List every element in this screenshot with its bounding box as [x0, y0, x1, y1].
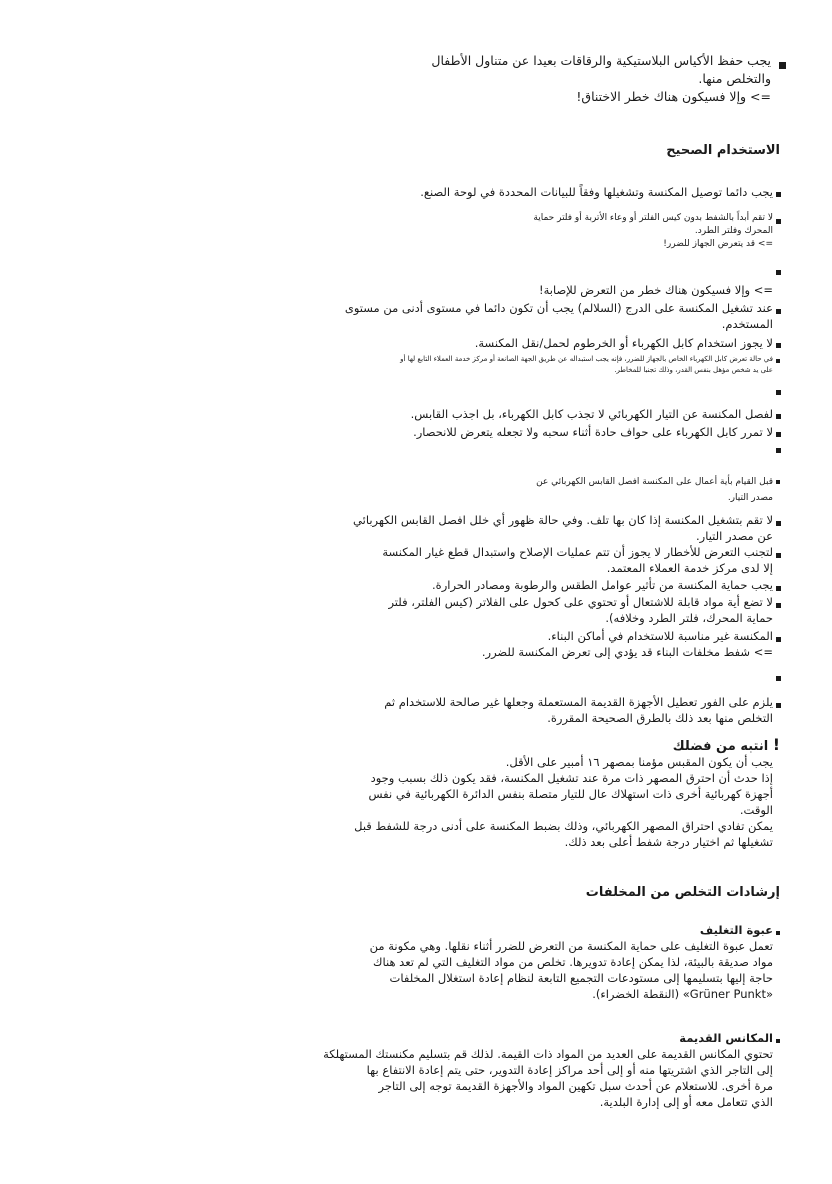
list-item [388, 594, 773, 626]
list-item [482, 628, 773, 660]
text-line: يجب حفظ الأكياس البلاستيكية والرقاقات بعيدا عن متناول الأطفال [431, 53, 771, 68]
list-item [533, 212, 773, 251]
exclamation-icon: ! [772, 735, 780, 754]
bullet-icon [776, 603, 781, 608]
bullet-icon [776, 448, 781, 453]
text-line: لا تقم بتشغيل المكنسة إذا كان بها تلف. وفي حالة ظهور أي خلل افصل القابس الكهربائي [353, 513, 773, 527]
attention-heading-row [673, 736, 780, 756]
bullet-icon [776, 931, 780, 935]
list-item [432, 577, 773, 593]
bullet-icon [776, 703, 781, 708]
warning-text: => قد يتعرض الجهاز للضرر! [663, 239, 773, 249]
text-line: «Grüner Punkt» (النقطة الخضراء). [592, 987, 773, 1001]
text-line: مرة أخرى. للاستعلام عن أحدث سبل تكهين المواد والأجهزة القديمة توجه إلى التاجر [378, 1079, 773, 1093]
list-item [536, 474, 773, 506]
text-line: مواد صديقة بالبيئة، لذا يمكن إعادة تدويرها. تخلص من مواد التغليف التي لم تعد هناك [373, 955, 773, 969]
list-item [384, 694, 773, 726]
bullet-icon [776, 414, 781, 419]
bullet-icon [776, 553, 781, 558]
text-line: مصدر التيار. [727, 493, 773, 503]
text-line: تعمل عبوة التغليف على حماية المكنسة من التعرض للضرر أثناء نقلها. وهي مكونة من [369, 939, 773, 953]
list-item [411, 406, 773, 422]
text-line: لتجنب التعرض للأخطار لا يجوز أن تتم عمليات الإصلاح واستبدال قطع غيار المكنسة [382, 545, 773, 559]
bullet-icon [779, 62, 786, 69]
text-line: المكنسة غير مناسبة للاستخدام في أماكن البناء. [547, 629, 773, 643]
text-line: والتخلص منها. [698, 71, 771, 86]
text-line: يلزم على الفور تعطيل الأجهزة القديمة المستعملة وجعلها غير صالحة للاستخدام ثم [384, 695, 773, 709]
attention-heading: انتبه من فضلك [672, 739, 769, 754]
text-line: التخلص منها بعد ذلك بالطرق الصحيحة المقررة. [547, 711, 773, 725]
list-item [475, 335, 773, 351]
bullet-icon [776, 309, 781, 314]
bullet-icon [776, 432, 781, 437]
list-item [382, 544, 773, 576]
disposal-section-old-appliances [323, 1030, 773, 1110]
text-line: المحرك وفلتر الطرد. [694, 226, 773, 236]
section-heading-disposal: إرشادات التخلص من المخلفات [585, 885, 780, 900]
text-line: أجهزة كهربائية أخرى ذات استهلاك عال للتيار متصلة بنفس الدائرة الكهربائية في نفس [368, 787, 773, 801]
list-item [400, 354, 773, 376]
text-line: في حالة تعرض كابل الكهرباء الخاص بالجهاز للضرر، فإنه يجب استبداله عن طريق الجهة الصانعة أو مركز خدمة العملاء التابع لها أو [400, 355, 773, 363]
bullet-icon [776, 480, 780, 484]
bullet-icon [776, 270, 781, 275]
list-item [345, 300, 773, 332]
list-item [413, 424, 773, 440]
bullet-icon [776, 676, 781, 681]
text-line: عند تشغيل المكنسة على الدرج (السلالم) يجب أن تكون دائما في مستوى أدنى من مستوى [344, 301, 773, 315]
subsection-title: عبوة التغليف [699, 923, 773, 937]
text-line: لفصل المكنسة عن التيار الكهربائي لا تجذب كابل الكهرباء، بل اجذب القابس. [410, 407, 773, 421]
list-item [353, 512, 773, 544]
text-line: يجب أن يكون المقبس مؤمنا بمصهر ١٦ أمبير على الأقل. [505, 755, 773, 769]
bullet-icon [776, 192, 781, 197]
bullet-icon [776, 521, 781, 526]
bullet-icon [776, 637, 781, 642]
text-line: المستخدم. [721, 317, 773, 331]
text-line: إلى التاجر الذي اشتريتها منه أو إلى أحد مراكز إعادة التدوير، حتى يتم إعادة الانتفاع بها [366, 1063, 773, 1077]
warning-text: => وإلا فسيكون هناك خطر الاختناق! [576, 89, 771, 104]
subsection-title: المكانس القديمة [679, 1031, 773, 1045]
text-line: حاجة إليها بتسليمها إلى مستودعات التجميع التابعة لنظام إعادة استغلال المخلفات [389, 971, 773, 985]
text-line: إلا لدى مركز خدمة العملاء المعتمد. [606, 561, 773, 575]
text-line: لا تضع أية مواد قابلة للاشتعال أو تحتوي على كحول على الفلاتر (كيس الفلتر، فلتر [388, 595, 773, 609]
text-line: يجب دائما توصيل المكنسة وتشغيلها وفقاً للبيانات المحددة في لوحة الصنع. [420, 185, 773, 199]
text-line: يمكن تفادي احتراق المصهر الكهربائي، وذلك بضبط المكنسة على أدنى درجة للشفط قبل [354, 819, 773, 833]
text-line: حماية المحرك، فلتر الطرد وخلافه). [605, 611, 773, 625]
text-line: الوقت. [739, 803, 773, 817]
text-line: تحتوي المكانس القديمة على العديد من المواد ذات القيمة. لذلك قم بتسليم مكنستك المستهلكة [323, 1047, 773, 1061]
text-line: عن مصدر التيار. [695, 529, 773, 543]
warning-text: => وإلا فسيكون هناك خطر من التعرض للإصابة! [538, 283, 773, 297]
text-line: يجب حماية المكنسة من تأثير عوامل الطقس والرطوبة ومصادر الحرارة. [432, 578, 773, 592]
bullet-icon [776, 219, 781, 224]
safety-item-choking [431, 52, 771, 106]
text-line: قبل القيام بأية أعمال على المكنسة افصل القابس الكهربائي عن [536, 477, 773, 487]
bullet-icon [776, 390, 781, 395]
bullet-icon [776, 1039, 780, 1043]
bullet-icon [776, 359, 780, 363]
text-line: الذي تتعامل معه أو إلى إدارة البلدية. [599, 1095, 773, 1109]
list-item [420, 184, 773, 200]
text-line: إذا حدث أن احترق المصهر ذات مرة عند تشغيل المكنسة، فقد يكون ذلك بسبب وجود [370, 771, 773, 785]
bullet-icon [776, 586, 781, 591]
text-line: لا تمرر كابل الكهرباء على حواف حادة أثناء سحبه ولا تجعله يتعرض للانحصار. [413, 425, 773, 439]
bullet-icon [776, 343, 781, 348]
text-line: لا تقم أبداً بالشفط بدون كيس الفلتر أو وعاء الأتربة أو فلتر حماية [533, 213, 773, 223]
warning-text: => شفط مخلفات البناء قد يؤدي إلى تعرض المكنسة للضرر. [481, 645, 773, 659]
attention-body [354, 754, 773, 850]
text-line: على يد شخص مؤهل بنفس القدر، وذلك تجنبا للمخاطر. [614, 366, 773, 374]
section-heading-proper-use: الاستخدام الصحيح [666, 143, 780, 158]
text-line: تشغيلها ثم اختيار درجة شفط أعلى بعد ذلك. [564, 835, 773, 849]
disposal-section-packaging [370, 922, 773, 1002]
text-line: لا يجوز استخدام كابل الكهرباء أو الخرطوم لحمل/نقل المكنسة. [474, 336, 773, 350]
